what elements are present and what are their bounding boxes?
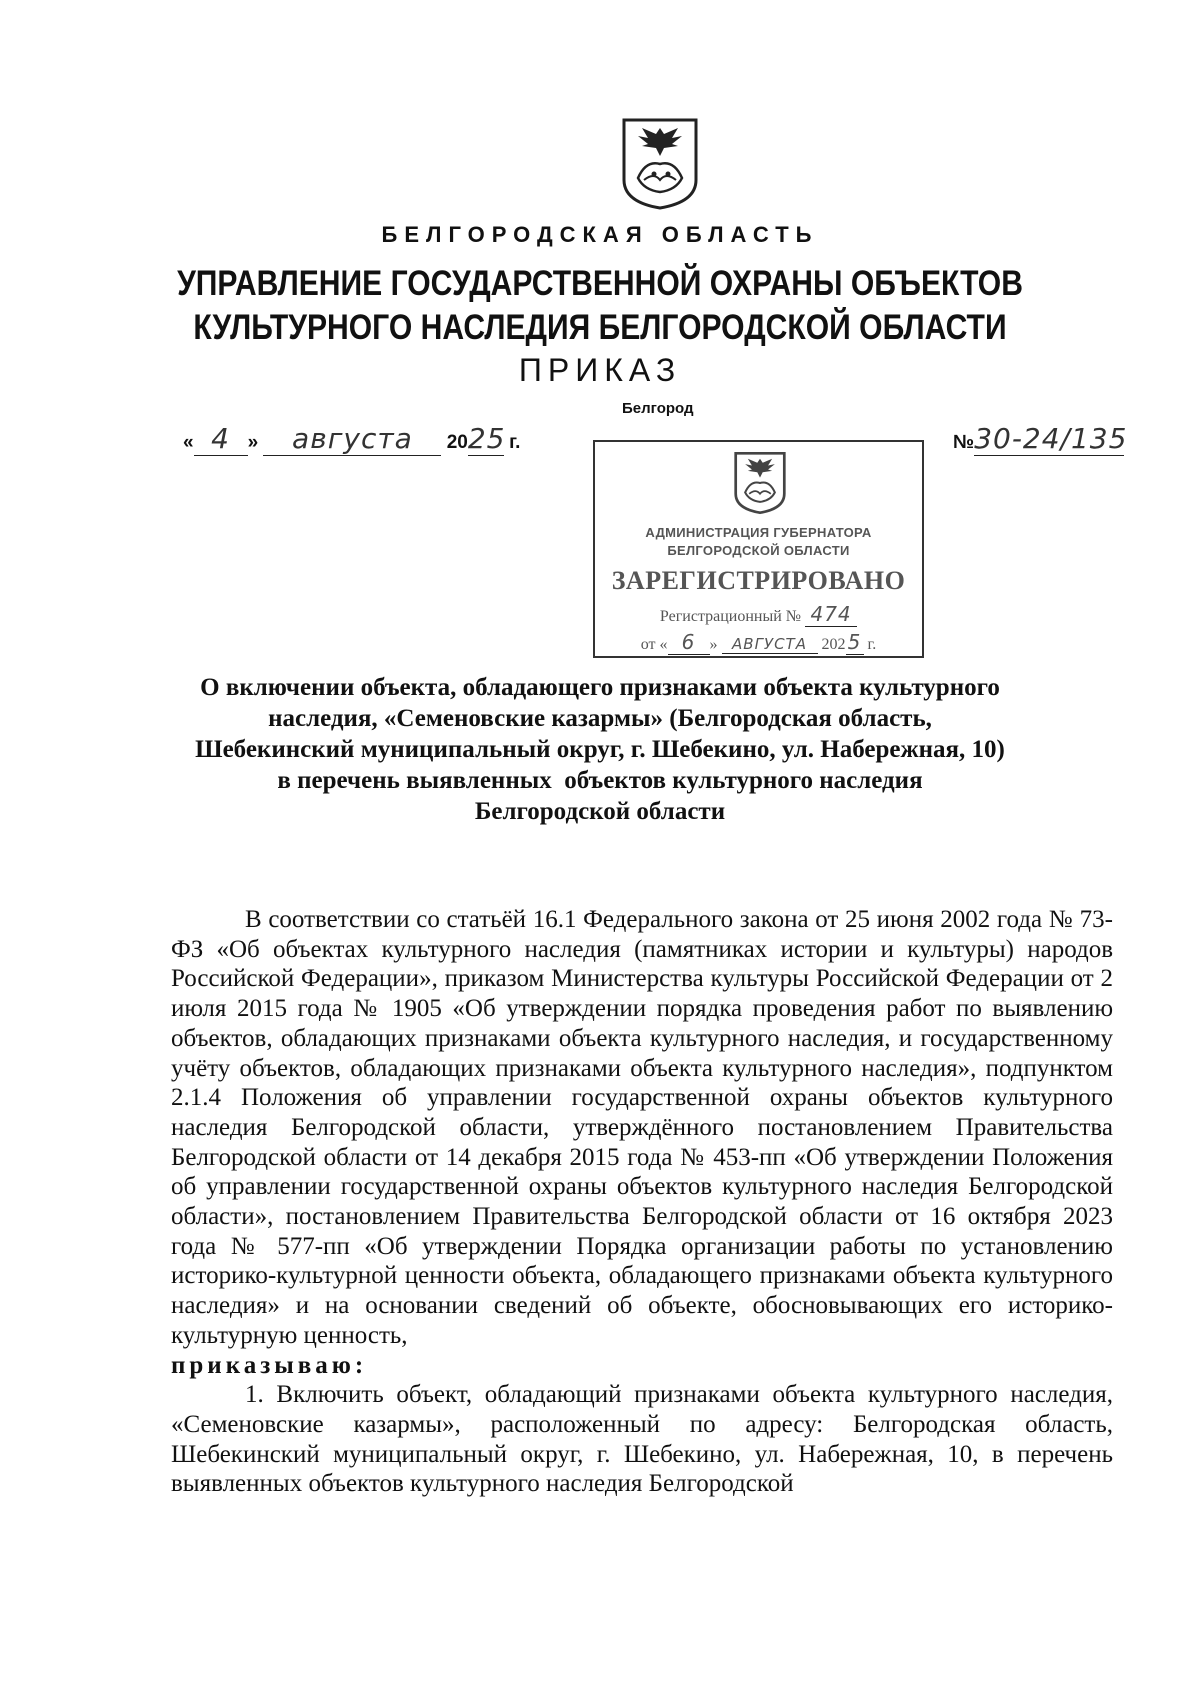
stamp-date-day: 6	[668, 630, 710, 655]
date-open-quote: «	[183, 432, 194, 453]
stamp-reg-number	[595, 602, 922, 627]
date-month: августа	[263, 422, 441, 456]
registration-stamp	[593, 440, 924, 658]
stamp-reg-value: 474	[805, 602, 857, 627]
stamp-date-suffix: г.	[867, 636, 877, 653]
stamp-date-year-digit: 5	[846, 630, 864, 655]
stamp-date-month: АВГУСТА	[722, 635, 818, 654]
order-number-value: 30-24/135	[974, 422, 1128, 455]
subject-line-2: наследия, «Семеновские казармы» (Белгородская область,	[268, 705, 932, 732]
stamp-admin-line-2: БЕЛГОРОДСКОЙ ОБЛАСТИ	[667, 543, 850, 558]
preamble-text: В соответствии со статьёй 16.1 Федерального закона от 25 июня 2002 года № 73-ФЗ «Об объектах культурного наследия (памятниках истории и культуры) народов Российской Федерации», приказом Министерства культуры Российской Федерации от 2 июля 2015 года № 1905 «Об утверждении порядка проведения работ по выявлению объектов, обладающих признаками объекта культурного наследия, и государственному учёту объектов, обладающих признаками объекта культурного наследия», подпунктом 2.1.4 Положения об управлении государственной охраны объектов культурного наследия Белгородской области, утверждённого постановлением Правительства Белгородской области от 14 декабря 2015 года № 453-пп «Об утверждении Положения об управлении государственной охраны объектов культурного наследия Белгородской области», постановлением Правительства Белгородской области от 16 октября 2023 года № 577-пп «Об утверждении Порядка организации работы по установлению историко-культурной ценности объекта, обладающего признаками объекта культурного наследия» и на основании сведений об объекте, обосновывающих его историко-культурную ценность,	[171, 906, 1113, 1349]
orders-colon: :	[354, 1351, 364, 1379]
order-date	[183, 422, 520, 456]
stamp-date-year-prefix: 202	[821, 636, 846, 653]
stamp-admin	[595, 524, 922, 560]
document-type: ПРИКАЗ	[518, 352, 682, 388]
date-year-prefix: 20	[446, 432, 468, 453]
region-name: БЕЛГОРОДСКАЯ ОБЛАСТЬ	[381, 222, 819, 247]
subject-line-5: Белгородской области	[474, 798, 726, 825]
agency-line-1: УПРАВЛЕНИЕ ГОСУДАРСТВЕННОЙ ОХРАНЫ ОБЪЕКТОВ	[177, 264, 1023, 303]
stamp-reg-label: Регистрационный №	[659, 608, 802, 625]
city-name: Белгород	[622, 400, 694, 417]
stamp-date-mid: »	[709, 636, 718, 653]
order-number	[953, 422, 1128, 456]
agency-line-2: КУЛЬТУРНОГО НАСЛЕДИЯ БЕЛГОРОДСКОЙ ОБЛАСТИ	[193, 308, 1007, 347]
orders-word: приказываю	[171, 1351, 355, 1379]
subject-line-4: в перечень выявленных объектов культурного наследия	[277, 767, 923, 794]
stamp-coat-of-arms-icon	[733, 450, 787, 516]
date-close-quote: »	[247, 432, 259, 453]
stamp-admin-line-1: АДМИНИСТРАЦИЯ ГУБЕРНАТОРА	[645, 525, 872, 540]
item-1-text: 1. Включить объект, обладающий признаками объекта культурного наследия, «Семеновские казармы», расположенный по адресу: Белгородская область, Шебекинский муниципальный округ, г. Шебекино, ул. Набережная, 10, в перечень выявленных объектов культурного наследия Белгородской	[171, 1381, 1113, 1498]
date-day: 4	[194, 422, 248, 456]
date-year-label: г.	[509, 432, 521, 453]
stamp-date	[595, 630, 922, 655]
subject-line-1: О включении объекта, обладающего признаками объекта культурного	[200, 674, 1000, 701]
order-subject	[0, 672, 1200, 827]
order-body	[171, 905, 1113, 1499]
subject-line-3: Шебекинский муниципальный округ, г. Шебекино, ул. Набережная, 10)	[195, 736, 1005, 763]
order-number-label: №	[953, 432, 975, 453]
item-1-paragraph	[171, 1380, 1113, 1499]
preamble-paragraph	[171, 905, 1113, 1351]
stamp-date-prefix: от «	[640, 636, 668, 653]
agency-name	[84, 262, 1116, 350]
coat-of-arms-icon	[620, 118, 700, 210]
date-year-suffix: 25	[467, 422, 506, 455]
orders-line	[171, 1351, 1113, 1381]
stamp-registered: ЗАРЕГИСТРИРОВАНО	[611, 566, 906, 595]
